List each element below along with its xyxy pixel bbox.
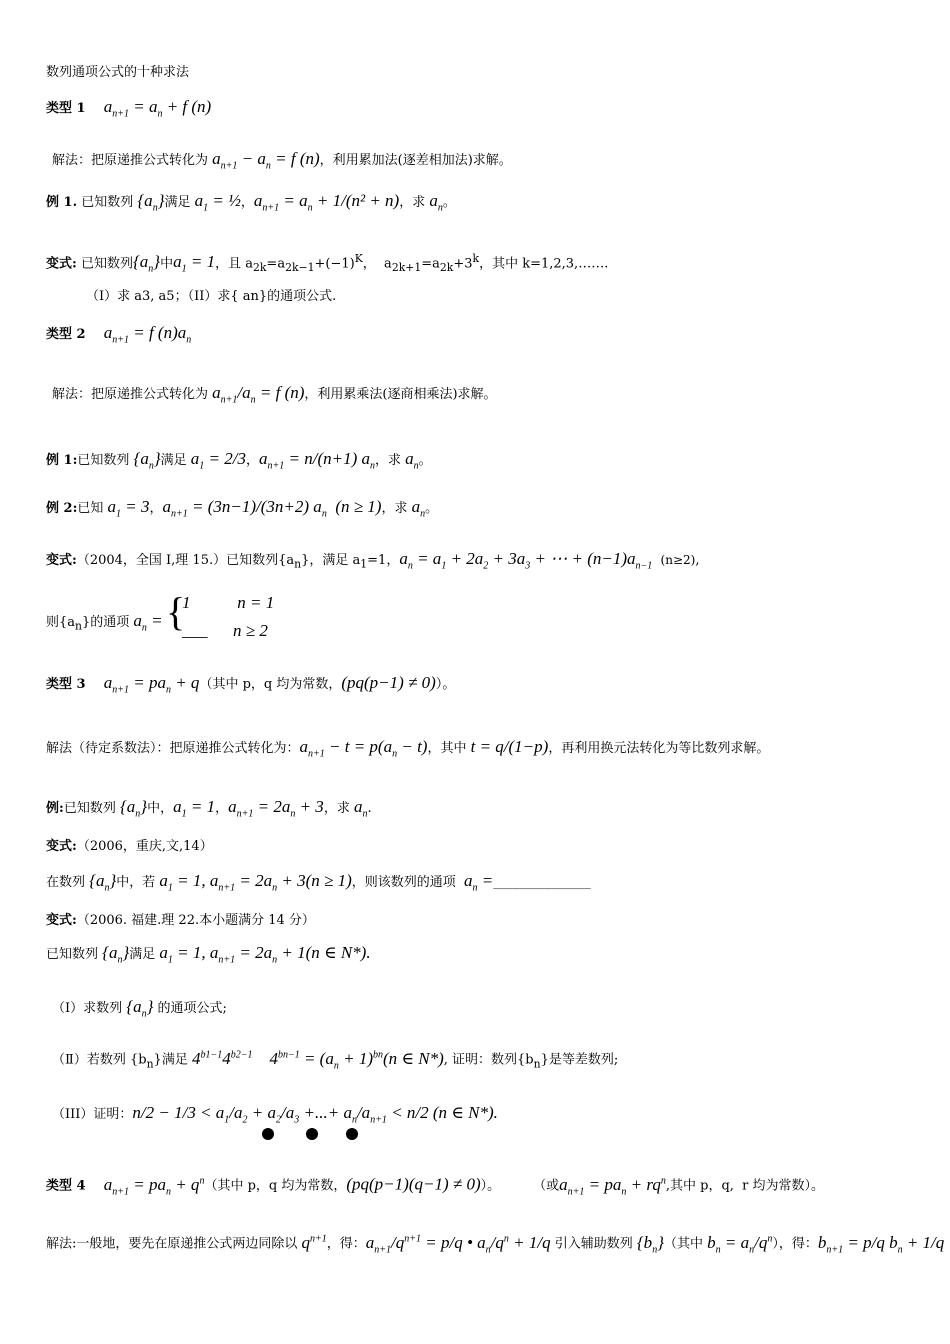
type-label: 类型 1 xyxy=(46,101,86,116)
ink-dots xyxy=(256,1124,364,1142)
piecewise-case-1: 1 n = 1 xyxy=(182,593,275,612)
type-1-variant: 变式: 已知数列$\{a_n\}$中$a_1 = 1$，且 $a_{2k}=a_{2k-1}+(-1)^K$， $a_{2k+1}=a_{2k}+3^k$，其中 k=1,2,3,……. xyxy=(46,252,609,275)
doc-title: 数列通项公式的十种求法 xyxy=(46,65,190,80)
ink-dot xyxy=(306,1128,318,1140)
type-3-heading: 类型 3 $a_{n+1} = pa_n + q$（其中 p，q 均为常数，(pq(p−1) ≠ 0)）。 xyxy=(46,673,456,696)
type-3-variant-2-part-2: （Ⅱ）若数列 $\{b_n\}$满足 $4^{b1-1}4^{b2-1}$ $4^{bn-1} = (a_n + 1)^{bn}(n$ ∈ N*), 证明：数列$\{b_n\}$是等差数列; xyxy=(52,1048,619,1072)
type-3-method: 解法（待定系数法）：把原递推公式转化为：$a_{n+1} - t = p(a_n - t)$，其中 t = q/(1−p)，再利用换元法转化为等比数列求解。 xyxy=(46,737,770,760)
type-4-heading: 类型 4 $a_{n+1} = pa_n + q^n$（其中 p，q 均为常数，(pq(p−1)(q−1) ≠ 0)）。 （或$a_{n+1} = pa_n + rq^n$,其中 p，q, r 均为常数）。 xyxy=(46,1174,825,1198)
type-2-example-1: 例 1:已知数列 $\{a_n\}$满足 $a_1 = 2/3$，$a_{n+1} = n/(n+1)$ $a_n$，求 $a_n$。 xyxy=(46,449,432,472)
type-2-example-2: 例 2:已知 $a_1 = 3$，$a_{n+1} = (3n-1)/(3n+2)$ $a_n$ (n ≥ 1)，求 $a_n$。 xyxy=(46,497,439,520)
type-3-variant-1-body: 在数列 $\{a_n\}$中，若 $a_1 = 1$, $a_{n+1} = 2a_n + 3(n \ge 1)$，则该数列的通项 $a_n$ =_______________ xyxy=(46,871,591,894)
type-2-variant-answer: 则$\{a_n\}$的通项 $a_n$ = xyxy=(46,611,163,634)
type-2-method: 解法：把原递推公式转化为 $a_{n+1}/a_n = f$ (n)，利用累乘法(逐商相乘法)求解。 xyxy=(52,383,497,406)
type-3-variant-2-body: 已知数列 $\{a_n\}$满足 $a_1 = 1$, $a_{n+1} = 2a_n + 1(n$ ∈ N*). xyxy=(46,943,371,966)
type-1-variant-sub: （I）求 a3, a5；（II）求{ an}的通项公式. xyxy=(86,289,337,304)
type-3-variant-2: 变式:（2006. 福建.理 22.本小题满分 14 分） xyxy=(46,913,315,928)
type-2-variant: 变式:（2004，全国 I,理 15.）已知数列$\{a_n\}$，满足 $a_1=1$，$a_n = a_1 + 2a_2 + 3a_3$ + ⋯ + $(n-1)a_{n-1}$ (n≥2), xyxy=(46,549,700,572)
ink-dot xyxy=(346,1128,358,1140)
type-1-example: 例 1. 已知数列 $\{a_n\}$满足 $a_1$ = ½，$a_{n+1} = a_n + 1/(n^2 + n)$，求 $a_n$。 xyxy=(46,191,456,214)
type-3-variant-2-part-1: （I）求数列 $\{a_n\}$ 的通项公式; xyxy=(52,997,227,1020)
formula: $a_{n+1} = a_n + f$ (n) xyxy=(103,97,212,120)
type-2-heading: 类型 2 $a_{n+1} = f$ $(n)a_n$ xyxy=(46,323,192,346)
type-3-example: 例:已知数列 $\{a_n\}$中，$a_1 = 1$，$a_{n+1} = 2a_n + 3$，求 $a_n$. xyxy=(46,797,372,820)
piecewise-case-2: ___ n ≥ 2 xyxy=(182,621,268,640)
piecewise-brace: { xyxy=(166,589,186,634)
type-4-method: 解法:一般地，要先在原递推公式两边同除以 $q^{n+1}$，得：$a_{n+1}/q^{n+1} = p/q$ • $a_n/q^n + 1/q$ 引入辅助数列 $\{b_n\}$（其中 $b_n = a_n/q^n$），得：$b_{n+1} = p/q$ $b_n + 1/q$ xyxy=(46,1232,945,1256)
type-3-variant-2-part-3: （III）证明：$n/2 - 1/3 < a_1/a_2 + a_2/a_3$ +...+ $a_n/a_{n+1} < n/2$ (n ∈ N*). xyxy=(52,1103,498,1126)
type-1-heading xyxy=(46,98,211,123)
type-1-method: 解法：把原递推公式转化为 $a_{n+1} - a_n = f$ (n)，利用累加法(逐差相加法)求解。 xyxy=(52,149,512,172)
ink-dot xyxy=(262,1128,274,1140)
type-3-variant-1: 变式:（2006，重庆,文,14） xyxy=(46,839,213,854)
